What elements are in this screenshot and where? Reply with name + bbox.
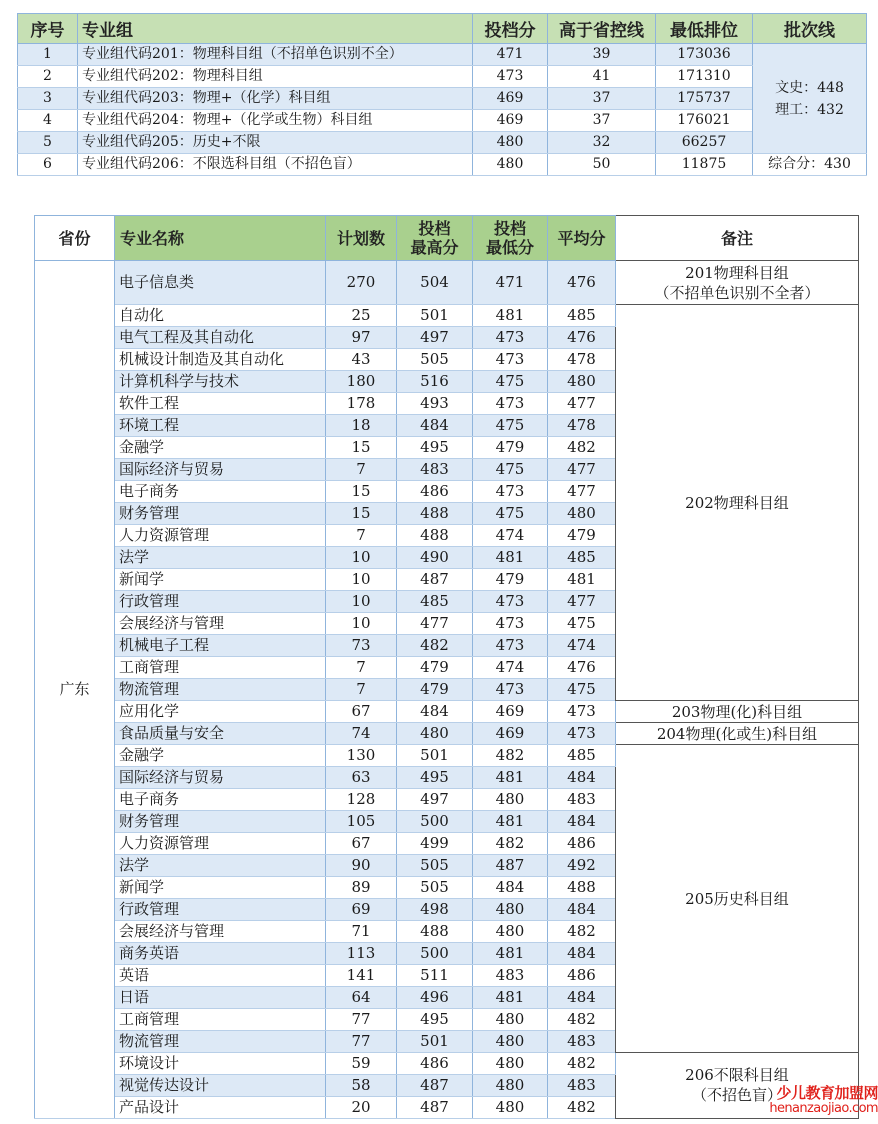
cell-avg: 482 [548, 1009, 616, 1031]
cell-major: 环境工程 [115, 415, 326, 437]
note-201-line1: 201物理科目组 [685, 263, 789, 282]
cell-plan: 270 [326, 261, 397, 305]
cell-major: 会展经济与管理 [115, 613, 326, 635]
cell-max: 486 [397, 1053, 473, 1075]
cell-max: 500 [397, 811, 473, 833]
cell-major: 金融学 [115, 745, 326, 767]
cell-plan: 71 [326, 921, 397, 943]
header-province: 省份 [35, 216, 115, 261]
cell-above: 37 [548, 88, 656, 110]
cell-min: 480 [473, 1097, 548, 1119]
major-table [34, 215, 859, 1119]
cell-avg: 484 [548, 767, 616, 789]
cell-score: 469 [473, 88, 548, 110]
table-row [18, 110, 867, 132]
cell-min: 483 [473, 965, 548, 987]
cell-avg: 478 [548, 415, 616, 437]
cell-plan: 15 [326, 437, 397, 459]
cell-min: 480 [473, 1053, 548, 1075]
cell-min: 481 [473, 305, 548, 327]
cell-plan: 15 [326, 481, 397, 503]
cell-max: 488 [397, 525, 473, 547]
cell-avg: 481 [548, 569, 616, 591]
header-group: 专业组 [78, 14, 473, 44]
cell-plan: 59 [326, 1053, 397, 1075]
cell-major: 电子商务 [115, 789, 326, 811]
cell-plan: 73 [326, 635, 397, 657]
cell-province: 广东 [35, 261, 115, 1119]
table-row [35, 745, 859, 767]
cell-major: 财务管理 [115, 503, 326, 525]
cell-group: 专业组代码201：物理科目组（不招单色识别不全） [78, 44, 473, 66]
table-row [35, 305, 859, 327]
header-major: 专业名称 [115, 216, 326, 261]
note-201 [616, 261, 859, 305]
cell-plan: 113 [326, 943, 397, 965]
table-row [35, 723, 859, 745]
cell-major: 商务英语 [115, 943, 326, 965]
cell-no: 1 [18, 44, 78, 66]
cell-major: 财务管理 [115, 811, 326, 833]
cell-max: 495 [397, 437, 473, 459]
cell-max: 484 [397, 701, 473, 723]
cell-plan: 58 [326, 1075, 397, 1097]
cell-no: 2 [18, 66, 78, 88]
cell-min: 473 [473, 613, 548, 635]
table-row [35, 1053, 859, 1075]
watermark-title: 少儿教育加盟网 [776, 1084, 878, 1102]
cell-plan: 18 [326, 415, 397, 437]
cell-max: 479 [397, 657, 473, 679]
cell-min: 481 [473, 547, 548, 569]
cell-max: 499 [397, 833, 473, 855]
batch-line-liberal-arts: 文史：448 [775, 79, 844, 96]
cell-max: 505 [397, 877, 473, 899]
cell-major: 金融学 [115, 437, 326, 459]
cell-min: 484 [473, 877, 548, 899]
cell-avg: 483 [548, 1031, 616, 1053]
cell-min: 469 [473, 701, 548, 723]
cell-min: 481 [473, 811, 548, 833]
cell-max: 482 [397, 635, 473, 657]
cell-plan: 77 [326, 1009, 397, 1031]
cell-max: 484 [397, 415, 473, 437]
header-min-rank: 最低排位 [656, 14, 753, 44]
cell-max: 490 [397, 547, 473, 569]
cell-group: 专业组代码203：物理+（化学）科目组 [78, 88, 473, 110]
cell-plan: 69 [326, 899, 397, 921]
cell-major: 产品设计 [115, 1097, 326, 1119]
cell-avg: 475 [548, 679, 616, 701]
cell-avg: 482 [548, 1053, 616, 1075]
cell-max: 501 [397, 1031, 473, 1053]
cell-major: 物流管理 [115, 1031, 326, 1053]
cell-plan: 67 [326, 833, 397, 855]
cell-plan: 141 [326, 965, 397, 987]
cell-max: 497 [397, 327, 473, 349]
group-table [17, 13, 867, 176]
cell-major: 视觉传达设计 [115, 1075, 326, 1097]
cell-max: 497 [397, 789, 473, 811]
cell-min: 480 [473, 1075, 548, 1097]
cell-plan: 25 [326, 305, 397, 327]
cell-min: 480 [473, 1031, 548, 1053]
cell-plan: 74 [326, 723, 397, 745]
cell-avg: 477 [548, 459, 616, 481]
cell-plan: 64 [326, 987, 397, 1009]
cell-plan: 20 [326, 1097, 397, 1119]
cell-rank: 171310 [656, 66, 753, 88]
cell-major: 法学 [115, 547, 326, 569]
cell-avg: 478 [548, 349, 616, 371]
cell-major: 人力资源管理 [115, 525, 326, 547]
cell-max: 487 [397, 1097, 473, 1119]
cell-plan: 90 [326, 855, 397, 877]
cell-major: 日语 [115, 987, 326, 1009]
header-max-line1: 投档 [418, 219, 451, 238]
cell-rank: 176021 [656, 110, 753, 132]
cell-plan: 89 [326, 877, 397, 899]
watermark-url: henanzaojiao.com [769, 1101, 878, 1116]
cell-plan: 15 [326, 503, 397, 525]
cell-avg: 483 [548, 789, 616, 811]
cell-min: 480 [473, 1009, 548, 1031]
cell-avg: 477 [548, 393, 616, 415]
table-row [18, 88, 867, 110]
cell-min: 473 [473, 393, 548, 415]
cell-rank: 11875 [656, 154, 753, 176]
header-min-line1: 投档 [493, 219, 526, 238]
cell-max: 495 [397, 767, 473, 789]
cell-avg: 484 [548, 899, 616, 921]
cell-major: 电子商务 [115, 481, 326, 503]
cell-max: 501 [397, 745, 473, 767]
cell-avg: 482 [548, 1097, 616, 1119]
cell-min: 475 [473, 459, 548, 481]
cell-major: 机械电子工程 [115, 635, 326, 657]
cell-max: 505 [397, 855, 473, 877]
cell-plan: 180 [326, 371, 397, 393]
header-no: 序号 [18, 14, 78, 44]
cell-min: 473 [473, 349, 548, 371]
cell-plan: 7 [326, 459, 397, 481]
cell-min: 481 [473, 767, 548, 789]
cell-avg: 480 [548, 371, 616, 393]
table-row [35, 701, 859, 723]
cell-min: 479 [473, 569, 548, 591]
cell-plan: 130 [326, 745, 397, 767]
cell-major: 国际经济与贸易 [115, 459, 326, 481]
cell-min: 473 [473, 481, 548, 503]
cell-avg: 484 [548, 987, 616, 1009]
cell-plan: 43 [326, 349, 397, 371]
cell-plan: 10 [326, 569, 397, 591]
cell-max: 493 [397, 393, 473, 415]
cell-max: 500 [397, 943, 473, 965]
cell-max: 504 [397, 261, 473, 305]
cell-major: 会展经济与管理 [115, 921, 326, 943]
cell-min: 480 [473, 789, 548, 811]
cell-min: 473 [473, 635, 548, 657]
cell-avg: 485 [548, 745, 616, 767]
cell-avg: 480 [548, 503, 616, 525]
header-max-score [397, 216, 473, 261]
cell-plan: 7 [326, 525, 397, 547]
cell-avg: 484 [548, 811, 616, 833]
cell-avg: 483 [548, 1075, 616, 1097]
cell-major: 自动化 [115, 305, 326, 327]
cell-group: 专业组代码204：物理+（化学或生物）科目组 [78, 110, 473, 132]
cell-min: 474 [473, 525, 548, 547]
cell-major: 工商管理 [115, 1009, 326, 1031]
cell-plan: 178 [326, 393, 397, 415]
cell-max: 488 [397, 503, 473, 525]
cell-rank: 175737 [656, 88, 753, 110]
note-206-line2: （不招色盲） [691, 1086, 782, 1104]
cell-no: 6 [18, 154, 78, 176]
group-table-header [18, 14, 867, 44]
cell-min: 475 [473, 415, 548, 437]
cell-min: 473 [473, 591, 548, 613]
table-row [18, 66, 867, 88]
cell-rank: 66257 [656, 132, 753, 154]
cell-above: 50 [548, 154, 656, 176]
cell-score: 480 [473, 154, 548, 176]
cell-major: 新闻学 [115, 569, 326, 591]
cell-avg: 475 [548, 613, 616, 635]
cell-max: 487 [397, 569, 473, 591]
cell-avg: 476 [548, 327, 616, 349]
cell-max: 511 [397, 965, 473, 987]
batch-line-science: 理工：432 [775, 101, 844, 118]
cell-major: 工商管理 [115, 657, 326, 679]
cell-plan: 67 [326, 701, 397, 723]
cell-score: 473 [473, 66, 548, 88]
cell-avg: 485 [548, 547, 616, 569]
cell-plan: 7 [326, 679, 397, 701]
cell-max: 488 [397, 921, 473, 943]
cell-plan: 7 [326, 657, 397, 679]
cell-avg: 486 [548, 965, 616, 987]
header-score: 投档分 [473, 14, 548, 44]
cell-score: 471 [473, 44, 548, 66]
cell-rank: 173036 [656, 44, 753, 66]
header-batch-line: 批次线 [753, 14, 867, 44]
cell-avg: 477 [548, 481, 616, 503]
note-203: 203物理(化)科目组 [616, 701, 859, 723]
cell-avg: 482 [548, 437, 616, 459]
cell-min: 473 [473, 679, 548, 701]
cell-min: 481 [473, 987, 548, 1009]
cell-no: 5 [18, 132, 78, 154]
cell-min: 487 [473, 855, 548, 877]
cell-avg: 473 [548, 701, 616, 723]
cell-major: 国际经济与贸易 [115, 767, 326, 789]
cell-min: 474 [473, 657, 548, 679]
cell-plan: 10 [326, 547, 397, 569]
cell-avg: 477 [548, 591, 616, 613]
cell-major: 应用化学 [115, 701, 326, 723]
cell-avg: 484 [548, 943, 616, 965]
cell-batch-line [753, 44, 867, 154]
header-note: 备注 [616, 216, 859, 261]
cell-max: 505 [397, 349, 473, 371]
cell-major: 法学 [115, 855, 326, 877]
cell-plan: 128 [326, 789, 397, 811]
cell-max: 516 [397, 371, 473, 393]
cell-plan: 77 [326, 1031, 397, 1053]
cell-major: 人力资源管理 [115, 833, 326, 855]
cell-avg: 479 [548, 525, 616, 547]
cell-min: 480 [473, 899, 548, 921]
cell-major: 行政管理 [115, 591, 326, 613]
cell-above: 37 [548, 110, 656, 132]
note-201-line2: （不招单色识别不全者） [654, 283, 820, 302]
cell-major: 电气工程及其自动化 [115, 327, 326, 349]
cell-plan: 63 [326, 767, 397, 789]
cell-major: 新闻学 [115, 877, 326, 899]
cell-min: 473 [473, 327, 548, 349]
table-row [18, 154, 867, 176]
header-plan: 计划数 [326, 216, 397, 261]
cell-min: 471 [473, 261, 548, 305]
header-avg: 平均分 [548, 216, 616, 261]
major-table-header [35, 216, 859, 261]
cell-min: 482 [473, 745, 548, 767]
cell-major: 电子信息类 [115, 261, 326, 305]
cell-major: 英语 [115, 965, 326, 987]
cell-avg: 486 [548, 833, 616, 855]
cell-min: 475 [473, 503, 548, 525]
cell-max: 501 [397, 305, 473, 327]
cell-avg: 476 [548, 657, 616, 679]
cell-avg: 476 [548, 261, 616, 305]
note-206-line1: 206不限科目组 [685, 1066, 789, 1084]
cell-min: 480 [473, 921, 548, 943]
note-204: 204物理(化或生)科目组 [616, 723, 859, 745]
cell-avg: 482 [548, 921, 616, 943]
table-row [18, 132, 867, 154]
cell-max: 487 [397, 1075, 473, 1097]
cell-min: 469 [473, 723, 548, 745]
cell-min: 482 [473, 833, 548, 855]
table-row [35, 261, 859, 305]
cell-major: 行政管理 [115, 899, 326, 921]
header-max-line2: 最高分 [410, 238, 459, 257]
cell-major: 软件工程 [115, 393, 326, 415]
cell-major: 环境设计 [115, 1053, 326, 1075]
cell-group: 专业组代码205：历史+不限 [78, 132, 473, 154]
note-205: 205历史科目组 [616, 745, 859, 1053]
header-above-line: 高于省控线 [548, 14, 656, 44]
cell-no: 4 [18, 110, 78, 132]
cell-max: 498 [397, 899, 473, 921]
cell-max: 485 [397, 591, 473, 613]
table-row [18, 44, 867, 66]
watermark [766, 1085, 878, 1117]
header-min-line2: 最低分 [485, 238, 534, 257]
note-202: 202物理科目组 [616, 305, 859, 701]
cell-plan: 10 [326, 591, 397, 613]
cell-max: 483 [397, 459, 473, 481]
cell-max: 480 [397, 723, 473, 745]
cell-plan: 105 [326, 811, 397, 833]
cell-above: 39 [548, 44, 656, 66]
cell-avg: 485 [548, 305, 616, 327]
cell-above: 41 [548, 66, 656, 88]
cell-plan: 97 [326, 327, 397, 349]
cell-major: 机械设计制造及其自动化 [115, 349, 326, 371]
cell-max: 477 [397, 613, 473, 635]
cell-major: 食品质量与安全 [115, 723, 326, 745]
cell-major: 物流管理 [115, 679, 326, 701]
cell-max: 479 [397, 679, 473, 701]
cell-group: 专业组代码206：不限选科目组（不招色盲） [78, 154, 473, 176]
cell-min: 475 [473, 371, 548, 393]
cell-score: 480 [473, 132, 548, 154]
cell-max: 495 [397, 1009, 473, 1031]
header-min-score [473, 216, 548, 261]
cell-min: 479 [473, 437, 548, 459]
cell-avg: 492 [548, 855, 616, 877]
cell-max: 486 [397, 481, 473, 503]
cell-no: 3 [18, 88, 78, 110]
cell-score: 469 [473, 110, 548, 132]
cell-above: 32 [548, 132, 656, 154]
cell-group: 专业组代码202：物理科目组 [78, 66, 473, 88]
cell-max: 496 [397, 987, 473, 1009]
cell-avg: 473 [548, 723, 616, 745]
cell-avg: 488 [548, 877, 616, 899]
cell-min: 481 [473, 943, 548, 965]
cell-batch-line-composite: 综合分：430 [753, 154, 867, 176]
cell-avg: 474 [548, 635, 616, 657]
cell-plan: 10 [326, 613, 397, 635]
cell-major: 计算机科学与技术 [115, 371, 326, 393]
